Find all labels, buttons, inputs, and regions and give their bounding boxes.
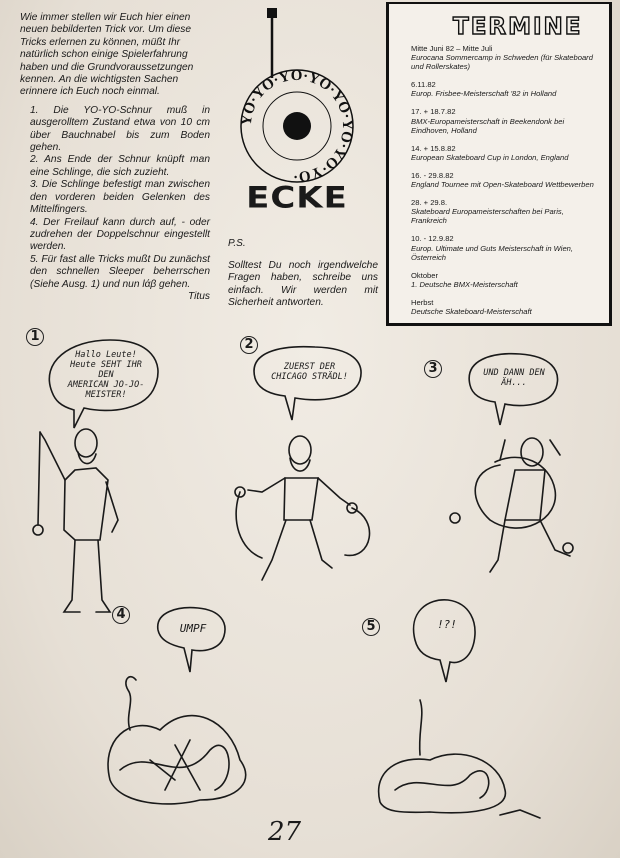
event-item: [411, 144, 599, 162]
figure-yoyo-player: [33, 429, 118, 612]
bubble-line: ZUERST DER: [283, 362, 336, 372]
event-item: [411, 171, 599, 189]
step-item: 5. Für fast alle Tricks mußt Du zunächst den schnellen Sleeper beherrschen (Siehe Ausg. 1) und nun lάβ gehen.: [30, 253, 210, 290]
tangled-heap: [379, 700, 540, 818]
step-item: 1. Die YO-YO-Schnur muß in ausgerolltem Zustand etwa von 10 cm über Bauchnabel bis zum Boden gehen.: [30, 104, 210, 154]
tangled-heap: [108, 677, 246, 804]
speech-bubble: [424, 620, 470, 630]
event-item: [411, 198, 599, 225]
bubble-line: UMPF: [179, 622, 207, 635]
event-item: [411, 107, 599, 134]
bubble-outline: [158, 608, 225, 672]
event-item: [411, 80, 599, 98]
event-date: 17. + 18.7.82: [411, 107, 456, 117]
event-text: BMX-Europameisterschaft in Beekendonk bei Eindhoven, Holland: [411, 116, 565, 135]
speech-bubble: [262, 362, 357, 382]
event-date: 16. - 29.8.82: [411, 170, 454, 180]
figure-yoyo-player: [235, 436, 370, 580]
panel-number: 2: [240, 336, 258, 354]
step-item: 3. Die Schlinge befestigt man zwischen den vorderen beiden Gelenken des Mittelfingers.: [30, 179, 210, 216]
logo-title: ECKE: [246, 181, 348, 215]
event-date: 28. + 29.8.: [411, 198, 448, 208]
bubble-line: MEISTER!: [85, 390, 127, 400]
event-date: Oktober: [411, 270, 439, 280]
speech-bubble: [474, 368, 554, 388]
step-item: 2. Ans Ende der Schnur knüpft man eine Schlinge, die sich zuzieht.: [30, 154, 210, 178]
event-date: 6.11.82: [411, 80, 436, 90]
bubble-outline: [254, 347, 361, 420]
event-text: 1. Deutsche BMX-Meisterschaft: [411, 279, 518, 289]
yoyo-center: [283, 112, 311, 140]
page-number: 27: [268, 817, 302, 847]
author-signature: Titus: [188, 290, 210, 302]
panel-number: 1: [26, 328, 44, 346]
bubble-line: UND DANN DEN: [483, 368, 545, 378]
event-item: [411, 298, 599, 316]
step-item: 4. Der Freilauf kann durch auf, - oder zudrehen der Doppelschnur eingestellt werden.: [30, 216, 210, 253]
event-item: [411, 271, 599, 289]
bubble-line: Hallo Leute!: [75, 350, 137, 360]
intro-lead: Wie immer stellen wir Euch hier einen neuen bebilderten Trick vor. Um diese Tricks erlernen zu können, müßt Ihr natürlich schon einige Spielerfahrung haben und die Grundvoraussetzungen kennen. An die wichtigsten Sachen erinnere ich Euch noch einmal.: [20, 12, 194, 98]
bubble-line: ÄH...: [501, 378, 527, 388]
event-date: 10. - 12.9.82: [411, 234, 454, 244]
event-text: Deutsche Skateboard-Meisterschaft: [411, 306, 532, 316]
bubble-line: AMERICAN JO-JO-: [67, 380, 145, 390]
event-text: Eurocana Sommercamp in Schweden (für Skateboard und Rollerskates): [411, 53, 593, 72]
termine-box: [386, 2, 612, 326]
string-knot: [267, 8, 277, 18]
panel-number: 3: [424, 360, 442, 378]
ps-label: P.S.: [228, 238, 246, 249]
event-text: Europ. Frisbee-Meisterschaft '82 in Holland: [411, 89, 557, 99]
event-text: England Tournee mit Open-Skateboard Wettbewerben: [411, 180, 594, 190]
event-date: Mitte Juni 82 – Mitte Juli: [411, 44, 493, 53]
termine-heading: TERMINE: [453, 14, 583, 40]
figure-yoyo-player: [450, 438, 573, 572]
bubble-line: CHICAGO STRÄDL!: [271, 372, 348, 382]
bubble-line: Heute SEHT IHR DEN: [70, 360, 142, 380]
bubble-outline: [469, 354, 557, 425]
speech-bubble: [166, 624, 220, 634]
panel-number: 4: [112, 606, 130, 624]
bubble-line: !?!: [437, 618, 457, 631]
event-text: European Skateboard Cup in London, England: [411, 152, 569, 162]
ps-text: Solltest Du noch irgendwelche Fragen haben, schreibe uns einfach. Wir werden mit Sicherheit antworten.: [228, 260, 378, 309]
event-item: [411, 44, 599, 71]
speech-bubble: [60, 350, 152, 400]
event-list: [411, 44, 599, 316]
panel-number: 5: [362, 618, 380, 636]
event-date: Herbst: [411, 297, 434, 307]
event-date: 14. + 15.8.82: [411, 143, 456, 153]
event-item: [411, 234, 599, 261]
intro-text: [20, 12, 210, 303]
event-text: Skateboard Europameisterschaften bei Paris, Frankreich: [411, 207, 564, 226]
logo-ring-text: YO·YO·YO·YO·YO·YO·YO·YO·: [238, 67, 356, 185]
event-text: Europ. Ultimate und Guts Meisterschaft in Wien, Österreich: [411, 243, 573, 262]
bubble-outline: [414, 600, 475, 682]
